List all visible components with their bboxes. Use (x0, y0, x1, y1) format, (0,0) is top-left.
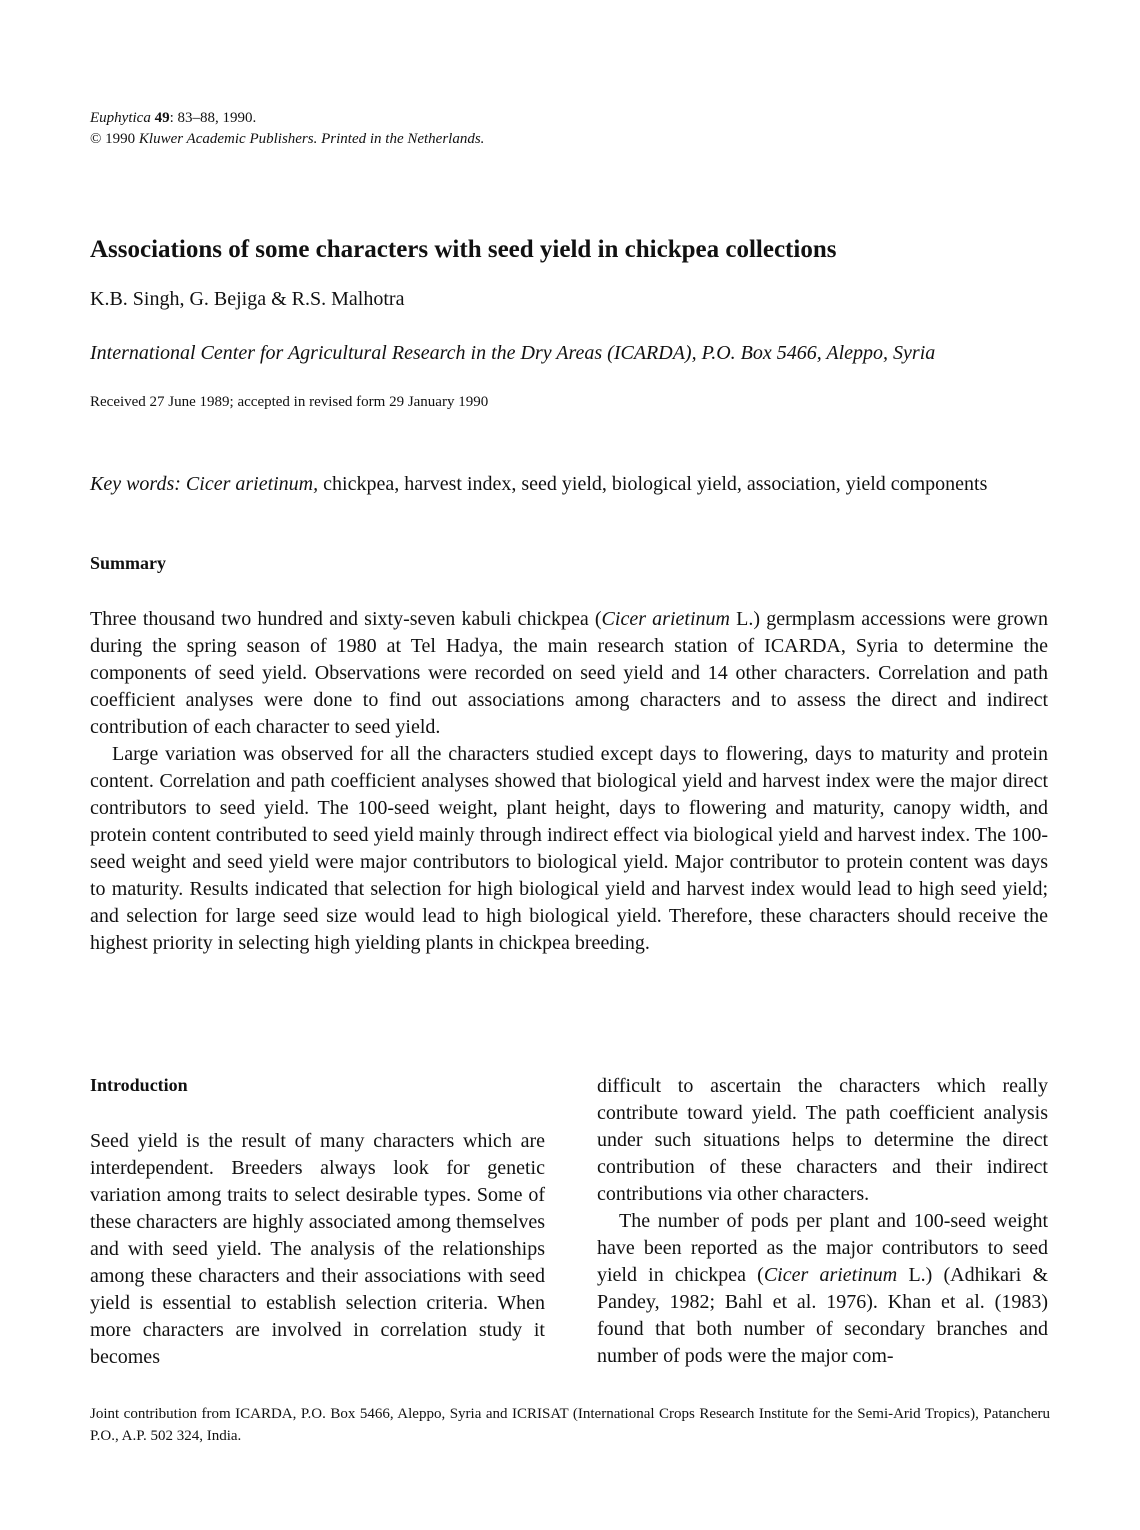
introduction-heading: Introduction (90, 1075, 188, 1095)
introduction-left-column (90, 1128, 545, 1371)
journal-volume: 49 (154, 110, 170, 126)
summary-body (90, 606, 1048, 957)
summary-paragraph-1 (90, 606, 1048, 741)
journal-name: Euphytica (90, 110, 151, 126)
keywords (90, 471, 990, 497)
keywords-species: Cicer arietinum, (185, 473, 319, 495)
keywords-terms: chickpea, harvest index, seed yield, biological yield, association, yield components (323, 473, 988, 495)
author-list: K.B. Singh, G. Bejiga & R.S. Malhotra (90, 288, 405, 310)
copyright-line (90, 129, 484, 150)
received-dates: Received 27 June 1989; accepted in revised form 29 January 1990 (90, 394, 489, 410)
intro-left-paragraph: Seed yield is the result of many characters which are interdependent. Breeders always look for genetic variation among traits to select desirable types. Some of these characters are highly associated among themselves and with seed yield. The analysis of the relationships among these characters and their associations with seed yield is essential to establish selection criteria. When more characters are involved in correlation study it becomes (90, 1130, 545, 1368)
journal-header (90, 108, 484, 150)
citation-line (90, 108, 484, 129)
copyright-icon: © (90, 131, 102, 147)
summary-p1-text-b: L.) germplasm accessions were grown during the spring season of 1980 at Tel Hadya, the main research station of ICARDA, Syria to determine the components of seed yield. Observations were recorded on seed yield and 14 other characters. Correlation and path coefficient analyses were done to find out associations among characters and to assess the direct and indirect contribution of each character to seed yield. (90, 608, 1048, 738)
intro-right-p2-text-b: L.) (Adhikari & Pandey, 1982; Bahl et al. 1976). Khan et al. (1983) found that both number of secondary branches and number of pods were the major com- (597, 1264, 1048, 1367)
journal-pages-year: : 83–88, 1990. (169, 110, 257, 126)
publisher: Kluwer Academic Publishers. Printed in the Netherlands. (138, 131, 485, 147)
footnote: Joint contribution from ICARDA, P.O. Box 5466, Aleppo, Syria and ICRISAT (International Crops Research Institute for the Semi-Arid Tropics), Patancheru P.O., A.P. 502 324, India. (90, 1406, 1050, 1444)
intro-right-p2-text-a: The number of pods per plant and 100-seed weight have been reported as the major contributors to seed yield in chickpea ( (597, 1210, 1048, 1286)
affiliation: International Center for Agricultural Research in the Dry Areas (ICARDA), P.O. Box 5466, Aleppo, Syria (90, 342, 936, 364)
summary-heading: Summary (90, 553, 166, 573)
intro-right-paragraph-1: difficult to ascertain the characters which really contribute toward yield. The path coefficient analysis under such situations helps to determine the direct contribution of these characters and their indirect contributions via other characters. (597, 1075, 1048, 1205)
keywords-label: Key words: (90, 473, 181, 495)
introduction-right-column (597, 1073, 1048, 1370)
intro-right-p2-species: Cicer arietinum (763, 1264, 898, 1286)
summary-p1-text-a: Three thousand two hundred and sixty-seven kabuli chickpea ( (90, 608, 602, 630)
summary-p1-species: Cicer arietinum (601, 608, 730, 630)
intro-right-paragraph-2 (597, 1208, 1048, 1370)
copyright-year: 1990 (105, 131, 136, 147)
summary-paragraph-2: Large variation was observed for all the characters studied except days to flowering, days to maturity and protein content. Correlation and path coefficient analyses showed that biological yield and harvest index were the major direct contributors to seed yield. The 100-seed weight, plant height, days to flowering and maturity, canopy width, and protein content contributed to seed yield mainly through indirect effect via biological yield and harvest index. The 100-seed weight and seed yield were major contributors to biological yield. Major contributor to protein content was days to maturity. Results indicated that selection for high biological yield and harvest index would lead to high seed yield; and selection for large seed size would lead to high biological yield. Therefore, these characters should receive the highest priority in selecting high yielding plants in chickpea breeding. (90, 743, 1048, 954)
paper-title: Associations of some characters with seed yield in chickpea collections (90, 236, 837, 263)
